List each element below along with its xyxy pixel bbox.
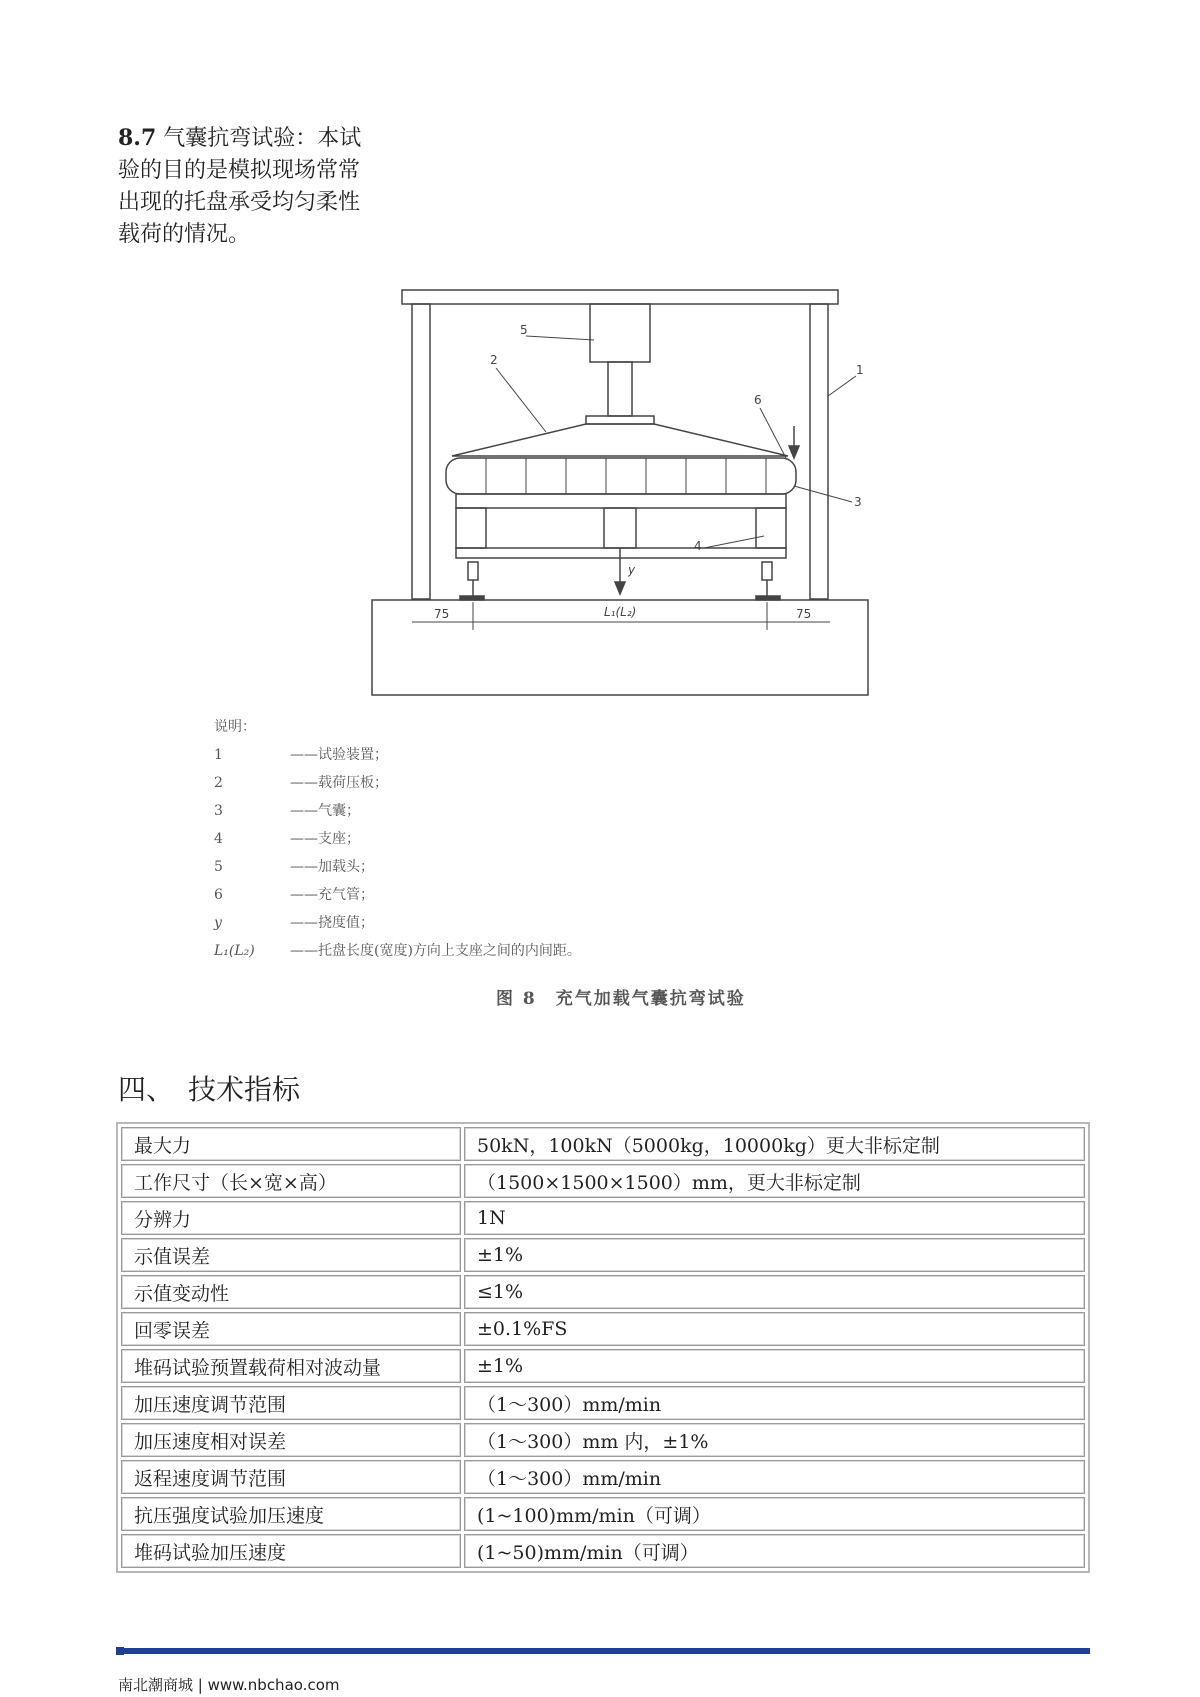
spec-value: （1～300）mm 内，±1% bbox=[464, 1423, 1085, 1457]
spec-value: (1~100)mm/min（可调） bbox=[464, 1497, 1085, 1531]
section-number: 8.7 bbox=[118, 125, 157, 151]
table-row bbox=[121, 1127, 1085, 1161]
table-row bbox=[121, 1312, 1085, 1346]
spec-key: 示值变动性 bbox=[121, 1275, 461, 1309]
dim-right: 75 bbox=[796, 607, 812, 621]
callout-3: 3 bbox=[854, 495, 862, 509]
spec-key: 加压速度调节范围 bbox=[121, 1386, 461, 1420]
spec-key: 工作尺寸（长×宽×高） bbox=[121, 1164, 461, 1198]
diagram-legend bbox=[214, 713, 581, 965]
left-support bbox=[468, 562, 478, 580]
loading-head bbox=[590, 304, 650, 362]
spec-key: 加压速度相对误差 bbox=[121, 1423, 461, 1457]
spec-key: 堆码试验加压速度 bbox=[121, 1534, 461, 1568]
intro-text: 气囊抗弯试验：本试验的目的是模拟现场常常出现的托盘承受均匀柔性载荷的情况。 bbox=[118, 126, 362, 247]
callout-2: 2 bbox=[490, 353, 498, 367]
spec-value: ±1% bbox=[464, 1349, 1085, 1383]
dim-span: L₁(L₂) bbox=[604, 605, 637, 619]
legend-item: 6 ——充气管； bbox=[214, 887, 374, 903]
table-row bbox=[121, 1201, 1085, 1235]
spec-key: 堆码试验预置载荷相对波动量 bbox=[121, 1349, 461, 1383]
right-support bbox=[762, 562, 772, 580]
legend-item: 3 ——气囊； bbox=[214, 803, 360, 819]
spec-key: 示值误差 bbox=[121, 1238, 461, 1272]
spec-value: 50kN，100kN（5000kg，10000kg）更大非标定制 bbox=[464, 1127, 1085, 1161]
table-row bbox=[121, 1164, 1085, 1198]
spec-value: (1~50)mm/min（可调） bbox=[464, 1534, 1085, 1568]
footer-text: 南北潮商城 | www.nbchao.com bbox=[118, 1676, 340, 1694]
spec-key: 分辨力 bbox=[121, 1201, 461, 1235]
spec-key: 回零误差 bbox=[121, 1312, 461, 1346]
table-row bbox=[121, 1534, 1085, 1568]
pallet-deck bbox=[456, 494, 786, 508]
callout-4: 4 bbox=[694, 539, 702, 553]
footer-divider bbox=[116, 1648, 1090, 1654]
air-bag bbox=[446, 458, 796, 494]
deflection-label: y bbox=[628, 563, 636, 577]
spec-value: （1～300）mm/min bbox=[464, 1386, 1085, 1420]
section-heading: 四、 技术指标 bbox=[118, 1073, 301, 1106]
table-row bbox=[121, 1238, 1085, 1272]
spec-value: （1～300）mm/min bbox=[464, 1460, 1085, 1494]
loading-cap bbox=[586, 416, 654, 424]
legend-item: 2 ——载荷压板； bbox=[214, 775, 388, 791]
table-row bbox=[121, 1386, 1085, 1420]
top-beam bbox=[402, 290, 838, 304]
pressure-plate bbox=[452, 424, 788, 456]
legend-item: 5 ——加载头； bbox=[214, 859, 374, 875]
spec-value: ±0.1%FS bbox=[464, 1312, 1085, 1346]
legend-item: y ——挠度值； bbox=[214, 915, 374, 931]
left-column bbox=[412, 304, 430, 599]
spec-key: 最大力 bbox=[121, 1127, 461, 1161]
spec-key: 抗压强度试验加压速度 bbox=[121, 1497, 461, 1531]
spec-value: 1N bbox=[464, 1201, 1085, 1235]
callout-6: 6 bbox=[754, 393, 762, 407]
table-row bbox=[121, 1349, 1085, 1383]
spec-value: ≤1% bbox=[464, 1275, 1085, 1309]
table-row bbox=[121, 1460, 1085, 1494]
table-row bbox=[121, 1423, 1085, 1457]
intro-paragraph bbox=[118, 122, 368, 251]
figure-caption: 图 8 充气加载气囊抗弯试验 bbox=[496, 989, 746, 1009]
spec-value: ±1% bbox=[464, 1238, 1085, 1272]
dim-left: 75 bbox=[434, 607, 450, 621]
legend-item: L₁(L₂) ——托盘长度(宽度)方向上支座之间的内间距。 bbox=[214, 943, 581, 959]
spec-value: （1500×1500×1500）mm，更大非标定制 bbox=[464, 1164, 1085, 1198]
legend-item: 4 ——支座； bbox=[214, 831, 360, 847]
callout-1: 1 bbox=[856, 363, 864, 377]
spec-key: 返程速度调节范围 bbox=[121, 1460, 461, 1494]
right-column bbox=[810, 304, 828, 599]
spec-table bbox=[116, 1122, 1090, 1573]
legend-item: 1 ——试验装置； bbox=[214, 747, 388, 763]
legend-title: 说明： bbox=[214, 719, 256, 735]
callout-5: 5 bbox=[520, 323, 528, 337]
loading-rod bbox=[608, 362, 632, 416]
test-rig-diagram bbox=[360, 280, 880, 700]
table-row bbox=[121, 1275, 1085, 1309]
table-row bbox=[121, 1497, 1085, 1531]
